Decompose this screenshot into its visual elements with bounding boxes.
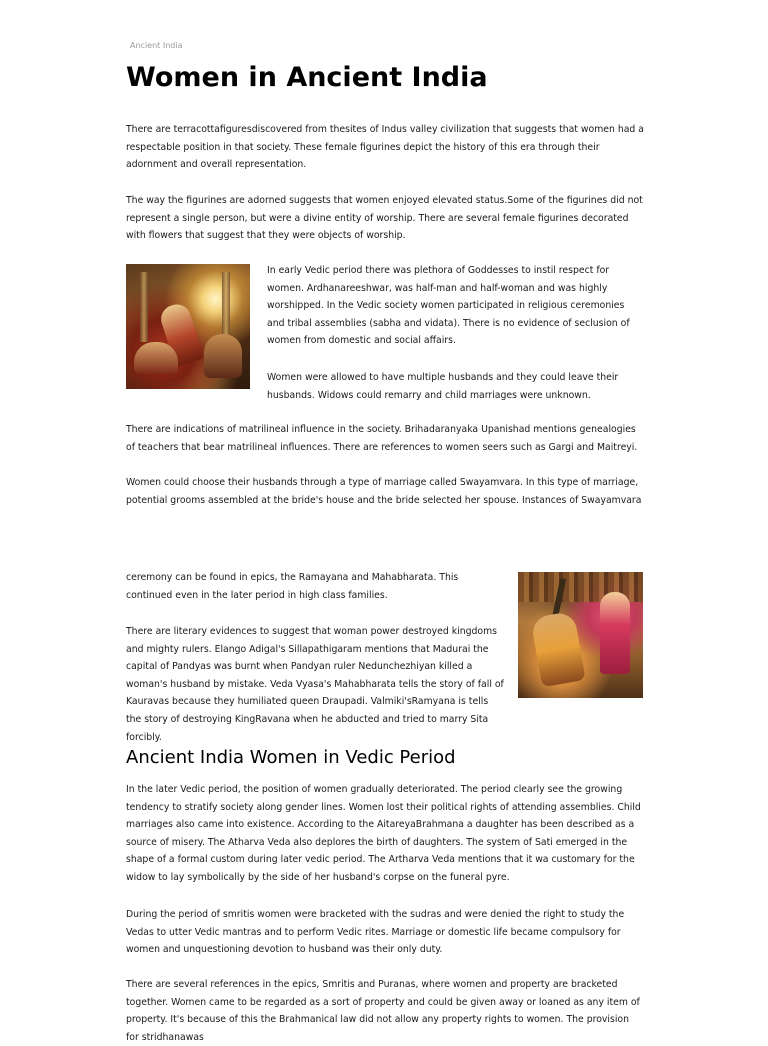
page-title: Women in Ancient India bbox=[126, 62, 488, 93]
paragraph-2: The way the figurines are adorned suggests that women enjoyed elevated status.Some of the figurines did not represent a single person, but were a divine entity of worship. There are several female figurines decorated with flowers that suggest that they were objects of worship. bbox=[126, 195, 643, 242]
paragraph-9: In the later Vedic period, the position of women gradually deteriorated. The period clearly see the growing tendency to stratify society along gender lines. Women lost their political rights of attending assemblies. Child marriages also came into existence. According to the AitareyaBrahmana a daughter has been described as a source of misery. The Atharva Veda also deplores the birth of daughters. The system of Sati emerged in the shape of a formal custom during later vedic period. The Artharva Veda mentions that it wa customary for the widow to lay symbolically by the side of her husband's corpse on the funeral pyre. bbox=[126, 784, 641, 883]
paragraph-7: ceremony can be found in epics, the Ramayana and Mahabharata. This continued even in the later period in high class families. bbox=[126, 572, 459, 601]
paragraph-1: There are terracottafiguresdiscovered from thesites of Indus valley civilization that suggests that women had a respectable position in that society. These female figurines depict the history of this era through their adornment and overall representation. bbox=[126, 124, 644, 171]
paragraph-8: There are literary evidences to suggest that woman power destroyed kingdoms and mighty rulers. Elango Adigal's Sillapathigaram mentions that Madurai the capital of Pandyas was burnt when Pandyan ruler Nedunchezhiyan killed a woman's husband by mistake. Veda Vyasa's Mahabharata tells the story of fall of Kauravas because they humiliated queen Draupadi. Valmiki'sRamyana is tells the story of destroying KingRavana when he abducted and tried to marry Sita forcibly. bbox=[126, 626, 504, 743]
paragraph-3: In early Vedic period there was plethora of Goddesses to instil respect for women. Ardhanareeshwar, was half-man and half-woman and was highly worshipped. In the Vedic society women participated in religious ceremonies and tribal assemblies (sabha and vidata). There is no evidence of seclusion of women from domestic and social affairs. bbox=[267, 265, 630, 347]
paragraph-4: Women were allowed to have multiple husbands and they could leave their husbands. Widows could remarry and child marriages were unknown. bbox=[267, 372, 619, 401]
breadcrumb[interactable]: Ancient India bbox=[130, 41, 183, 50]
paragraph-10: During the period of smritis women were bracketed with the sudras and were denied the right to study the Vedas to utter Vedic mantras and to perform Vedic rites. Marriage or domestic life became compulsory for women and unquestioning devotion to husband was their only duty. bbox=[126, 909, 625, 956]
swayamvara-painting-image bbox=[518, 572, 643, 698]
paragraph-6: Women could choose their husbands through a type of marriage called Swayamvara. In this type of marriage, potential grooms assembled at the bride's house and the bride selected her spouse. Instances of Swayamvara bbox=[126, 477, 642, 506]
section-heading: Ancient India Women in Vedic Period bbox=[126, 747, 456, 768]
paragraph-5: There are indications of matrilineal influence in the society. Brihadaranyaka Upanishad mentions genealogies of teachers that bear matrilineal influences. There are references to women seers such as Gargi and Maitreyi. bbox=[126, 424, 638, 453]
paragraph-11: There are several references in the epics, Smritis and Puranas, where women and property are bracketed together. Women came to be regarded as a sort of property and could be given away or loaned as any item of property. It's because of this the Brahmanical law did not allow any property rights to women. The provision for stridhanawas bbox=[126, 979, 640, 1043]
goddess-painting-image bbox=[126, 264, 250, 389]
